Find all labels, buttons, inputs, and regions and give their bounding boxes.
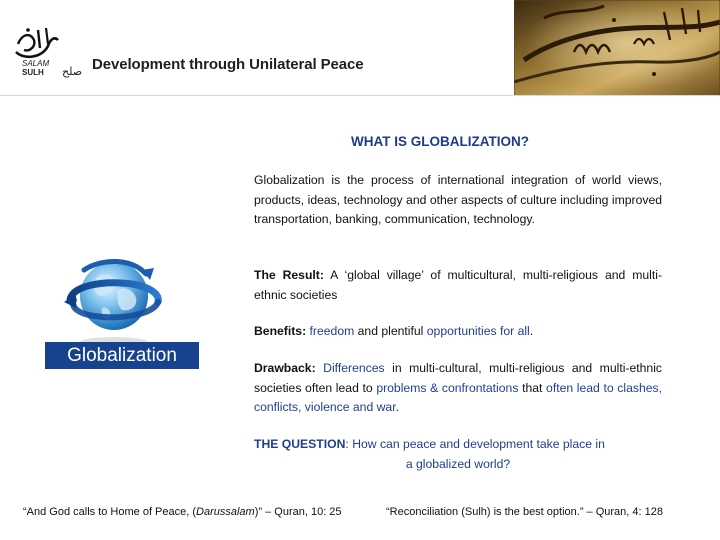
drawback-highlight-clashes: often lead to clashes, conflicts, violence and war (254, 380, 662, 414)
calligraphy-logo-icon (8, 22, 92, 84)
result-label: The Result: (254, 268, 324, 282)
benefits-highlight-opportunities: opportunities for all (426, 324, 530, 338)
drawback-highlight-differences: Differences (323, 361, 385, 375)
drawback-text-3: . (395, 400, 399, 414)
quote-left-post: )” – Quran, 10: 25 (254, 506, 342, 518)
question-label: THE QUESTION (254, 437, 346, 451)
benefits-label: Benefits: (254, 324, 307, 338)
benefits-text-2: . (529, 324, 534, 338)
question-line-1: : How can peace and development take place in (345, 437, 605, 451)
globe-icon (62, 250, 166, 350)
result-paragraph (254, 266, 662, 305)
slide-title: WHAT IS GLOBALIZATION? (351, 134, 529, 149)
logo-latin-bottom: SULH (22, 68, 44, 77)
drawback-text-2: that (518, 380, 547, 395)
definition-paragraph: Globalization is the process of international integration of world views, products, ideas, technology and other aspects of culture including improved transportation, banking, communication, technology. (254, 173, 662, 226)
globe-image (62, 250, 166, 350)
benefits-highlight-freedom: freedom (309, 324, 355, 338)
quote-left-pre: “And God calls to Home of Peace, ( (23, 506, 197, 518)
drawback-paragraph (254, 359, 662, 418)
benefits-text-1: and plentiful (354, 324, 427, 338)
quote-left (23, 506, 342, 518)
logo-latin-top: SALAM (22, 59, 50, 68)
benefits-paragraph (254, 322, 662, 342)
question-paragraph (254, 435, 662, 474)
calligraphy-photo (514, 0, 720, 96)
slide-header (0, 0, 720, 96)
header-divider (0, 95, 720, 96)
quote-right: “Reconciliation (Sulh) is the best option.” – Quran, 4: 128 (386, 506, 663, 518)
globalization-label: Globalization (45, 342, 199, 369)
question-line-2: a globalized world? (405, 456, 511, 471)
drawback-text-1: in multi-cultural, multi-religious and multi-ethnic societies often lead to (254, 361, 662, 395)
logo-arabic: صلح (62, 65, 83, 78)
drawback-label: Drawback: (254, 361, 316, 375)
drawback-highlight-problems: problems & confrontations (376, 380, 519, 395)
salam-sulh-logo (8, 22, 92, 84)
header-tagline: Development through Unilateral Peace (92, 56, 364, 73)
quote-left-italic: Darussalam (196, 506, 255, 518)
result-text: A ‘global village’ of multicultural, multi-religious and multi-ethnic societies (254, 268, 662, 302)
